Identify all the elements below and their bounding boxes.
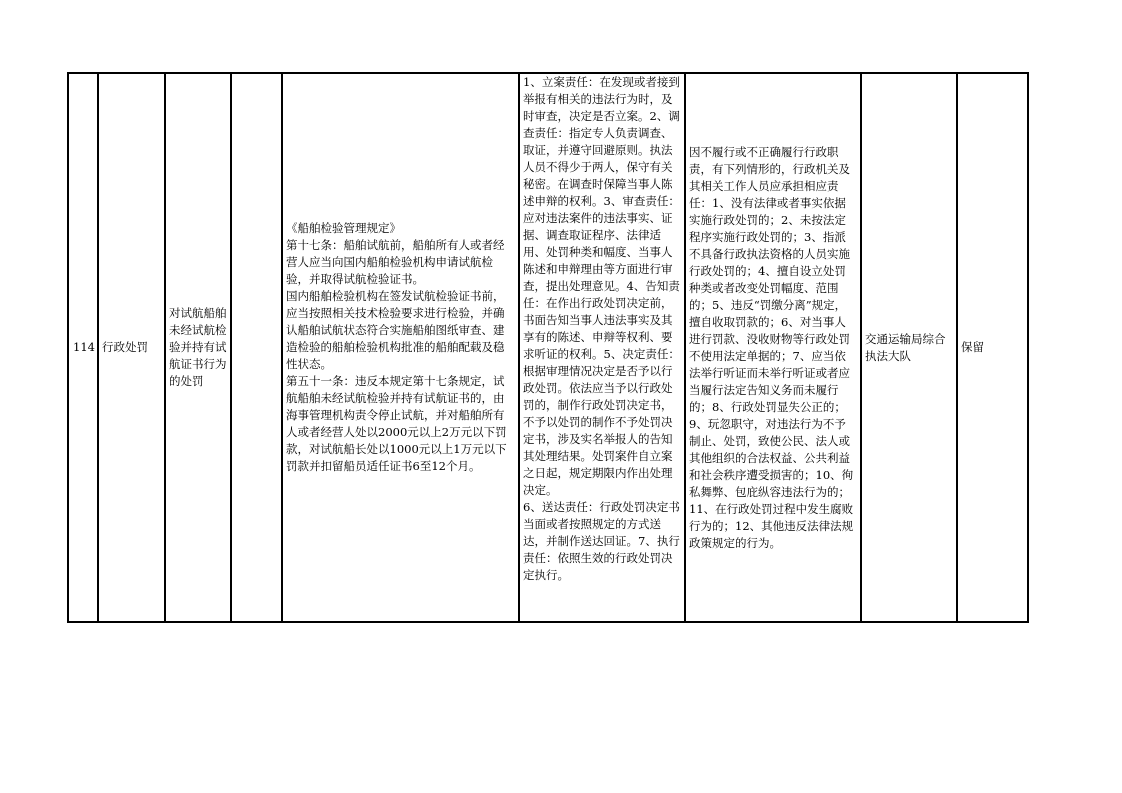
- sub-item-cell: [231, 73, 282, 622]
- basis-paragraph: 第十七条：船舶试航前，船舶所有人或者经营人应当向国内船舶检验机构申请试航检验，并取得试航检验证书。: [286, 238, 505, 286]
- fault-text: 因不履行或不正确履行行政职责，有下列情形的，行政机关及其相关工作人员应承担相应责任：1、没有法律或者事实依据实施行政处罚的；2、未按法定程序实施行政处罚的；3、指派不具备行政执法资格的人员实施行政处罚的；4、擅自设立处罚种类或者改变处罚幅度、范围的；5、违反“罚缴分离”规定，擅自收取罚款的；6、对当事人进行罚款、没收财物等行政处罚不使用法定单据的；7、应当依法举行听证而未举行听证或者应当履行法定告知义务而未履行的；8、行政处罚显失公正的；9、玩忽职守，对违法行为不予制止、处罚，致使公民、法人或其他组织的合法权益、公共利益和社会秩序遭受损害的；10、徇私舞弊、包庇纵容违法行为的；11、在行政处罚过程中发生腐败行为的；12、其他违反法律法规政策规定的行为。: [689, 144, 854, 550]
- duty-matters: [519, 73, 685, 622]
- duty-text: 1、立案责任：在发现或者接到举报有相关的违法行为时，及时审查，决定是否立案。2、调查责任：指定专人负责调查、取证，并遵守回避原则。执法人员不得少于两人，保守有关秘密。在调查时保障当事人陈述申辩的权利。3、审查责任：应对违法案件的违法事实、证据、调查取证程序、法律适用、处罚种类和幅度、当事人陈述和申辩理由等方面进行审查，提出处理意见。4、告知责任：在作出行政处罚决定前，书面告知当事人违法事实及其享有的陈述、申辩等权利、要求听证的权利。5、决定责任：根据审理情况决定是否予以行政处罚。依法应当予以行政处罚的，制作行政处罚决定书，不予以处罚的制作不予处罚决定书，涉及实名举报人的告知其处理结果。处罚案件自立案之日起，规定期限内作出处理决定。 6、送达责任：行政处罚决定书当面或者按照规定的方式送达，并制作送达回证。7、执行责任：依照生效的行政处罚决定执行。: [523, 75, 680, 582]
- power-list-table: [67, 72, 1029, 623]
- basis-paragraph: 第五十一条：违反本规定第十七条规定，试航船舶未经试航检验并持有试航证书的，由海事管理机构责令停止试航，并对船舶所有人或者经营人处以2000元以上2万元以下罚款，对试航船长处以1000元以上1万元以下罚款并扣留船员适任证书6至12个月。: [286, 374, 507, 473]
- implementing-department: 交通运输局综合执法大队: [861, 73, 957, 622]
- basis-paragraph: 《船舶检验管理规定》: [286, 221, 401, 235]
- legal-basis: [282, 73, 519, 622]
- basis-paragraph: 国内船舶检验机构在签发试航检验证书前，应当按照相关技术检验要求进行检验，并确认船舶试航状态符合实施船舶图纸审查、建造检验的船舶检验机构批准的船舶配载及稳性状态。: [286, 289, 505, 371]
- power-matter: 对试航船舶未经试航检验并持有试航证书行为的处罚: [165, 73, 231, 622]
- power-category: 行政处罚: [98, 73, 165, 622]
- row-number: 114: [68, 73, 98, 622]
- status-cell: 保留: [957, 73, 1028, 622]
- accountability-cases: [685, 73, 861, 622]
- table-row: [68, 73, 1028, 622]
